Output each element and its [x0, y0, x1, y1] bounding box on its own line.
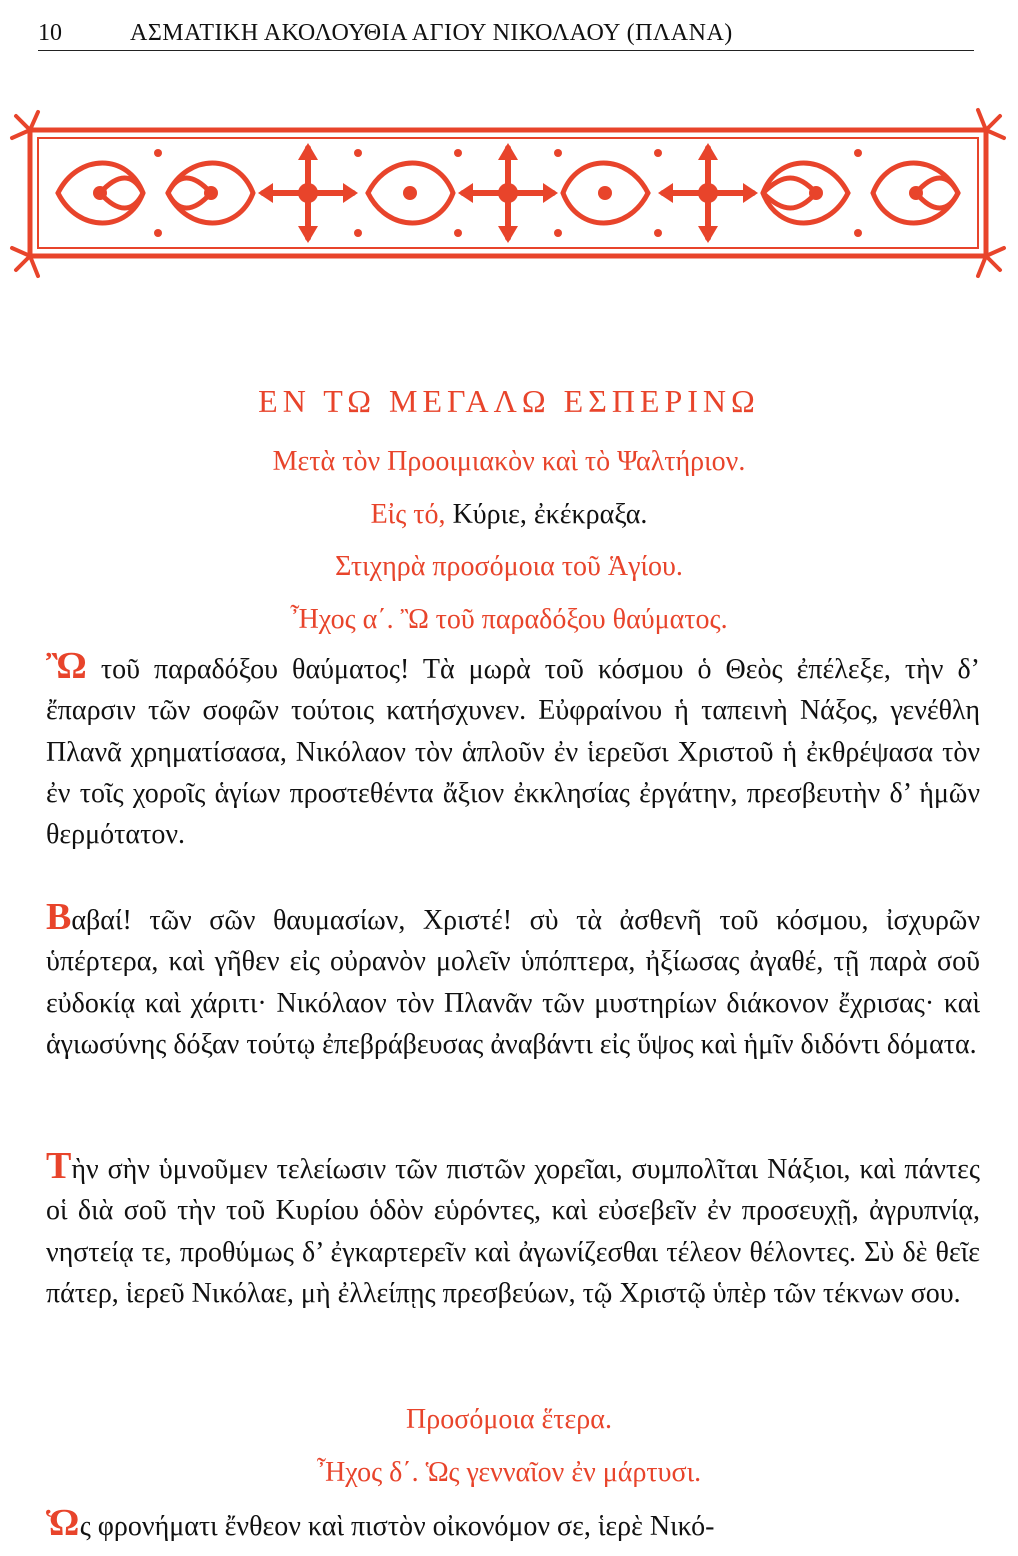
rubric-eis-to-red: Εἰς τό,	[370, 499, 446, 530]
running-title: ΑΣΜΑΤΙΚΗ ΑΚΟΛΟΥΘΙΑ ΑΓΙΟΥ ΝΙΚΟΛΑΟΥ (ΠΛΑΝΑ)	[130, 20, 733, 46]
hymn-3	[46, 1145, 980, 1314]
drop-initial: Ὡ	[46, 1502, 80, 1544]
hymn-text: ς φρονήματι ἔνθεον καὶ πιστὸν οἰκονόμον σε, ἱερὲ Νικό-	[79, 1511, 715, 1542]
drop-initial: Β	[46, 896, 72, 938]
page-header	[38, 12, 974, 51]
hymn-text: τοῦ παραδόξου θαύματος! Τὰ μωρὰ τοῦ κόσμου ὁ Θεὸς ἐπέλεξε, τὴν δ’ ἔπαρσιν τῶν σοφῶν τούτοις κατήσχυνεν. Εὐφραίνου ἡ ταπεινὴ Νάξος, γενέθλη Πλανᾶ χρηματίσασα, Νικόλαον τὸν ἁπλοῦν ἐν ἱερεῦσι Χριστοῦ ἡ ἐκθρέψασα τὸν ἐν τοῖς χοροῖς ἁγίων προστεθέντα ἄξιον ἐκκλησίας ἐργάτην, πρεσβευτὴν δ’ ἡμῶν θερμότατον.	[46, 654, 980, 851]
hymn-4	[46, 1502, 980, 1547]
rubric-after-psalter: Μετὰ τὸν Προοιμιακὸν καὶ τὸ Ψαλτήριον.	[272, 446, 746, 477]
hymn-1	[46, 645, 980, 855]
rubric-echos-1: Ἦχος α΄. Ὢ τοῦ παραδόξου θαύματος.	[290, 604, 728, 635]
drop-initial: Ὢ	[46, 645, 87, 687]
hymn-text: αβαί! τῶν σῶν θαυμασίων, Χριστέ! σὺ τὰ ἀσθενῆ τοῦ κόσμου, ἰσχυρῶν ὑπέρτερα, καὶ γῆθεν εἰς οὐρανὸν μολεῖν ὑπόπτερα, ἠξίωσας ἀγαθέ, τῇ παρὰ σοῦ εὐδοκίᾳ καὶ χάριτι· Νικόλαον τὸν Πλανᾶν τῶν μυστηρίων διάκονον ἔχρισας· καὶ ἁγιωσύνης δόξαν τούτῳ ἐπεβράβευσας ἀναβάντι εἰς ὕψος καὶ ἡμῖν διδόντι δόματα.	[46, 905, 980, 1060]
rubric-echos-4: Ἦχος δ΄. Ὡς γενναῖον ἐν μάρτυσι.	[316, 1457, 702, 1488]
rubric-prosomoia-etera: Προσόμοια ἕτερα.	[406, 1404, 612, 1435]
page-number: 10	[38, 20, 62, 46]
rubric-eis-to	[0, 497, 1018, 533]
rubric-eis-to-text: Κύριε, ἐκέκραξα.	[452, 499, 648, 530]
hymn-2	[46, 896, 980, 1065]
drop-initial: Τ	[46, 1145, 72, 1187]
decorative-headpiece	[8, 98, 1008, 288]
rubric-stichera: Στιχηρὰ προσόμοια τοῦ Ἁγίου.	[335, 551, 683, 582]
service-heading: ΕΝ ΤΩ ΜΕΓΑΛΩ ΕΣΠΕΡΙΝΩ	[258, 383, 760, 419]
hymn-text: ὴν σὴν ὑμνοῦμεν τελείωσιν τῶν πιστῶν χορεῖαι, συμπολῖται Νάξιοι, καὶ πάντες οἱ διὰ σοῦ τὴν τοῦ Κυρίου ὁδὸν εὑρόντες, καὶ εὐσεβεῖν ἐν προσευχῇ, ἀγρυπνίᾳ, νηστείᾳ τε, προθύμως δ’ ἐγκαρτερεῖν καὶ ἀγωνίζεσθαι τέλεον θέλοντες. Σὺ δὲ θεῖε πάτερ, ἱερεῦ Νικόλαε, μὴ ἐλλείπῃς πρεσβεύων, τῷ Χριστῷ ὑπὲρ τῶν τέκνων σου.	[46, 1154, 980, 1309]
